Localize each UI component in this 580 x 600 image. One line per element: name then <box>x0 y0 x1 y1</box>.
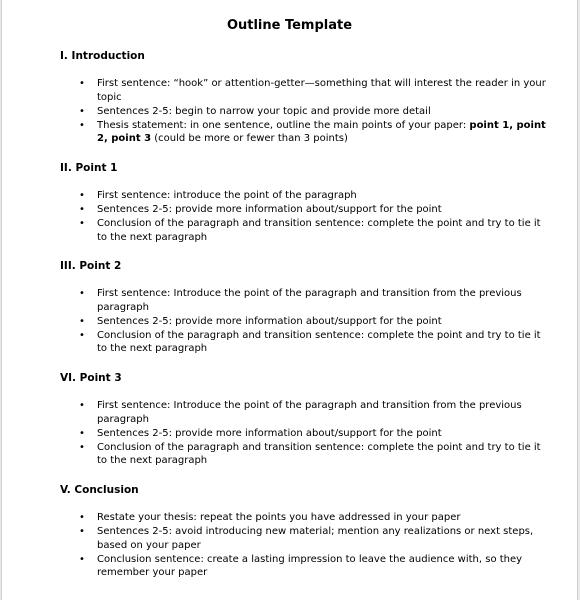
bullet-icon: • <box>79 78 85 89</box>
list-item <box>60 329 550 356</box>
bullet-icon: • <box>79 400 85 411</box>
list-item-text: Sentences 2-5: provide more information about/support for the point <box>97 427 442 439</box>
document-title: Outline Template <box>226 18 353 33</box>
bullet-list <box>60 399 550 468</box>
list-item <box>60 119 550 146</box>
bullet-list <box>60 189 550 244</box>
list-item-text: Sentences 2-5: begin to narrow your topic and provide more detail <box>97 105 431 117</box>
list-item <box>60 105 550 119</box>
bullet-icon: • <box>79 315 85 327</box>
bullet-list <box>60 287 550 356</box>
bullet-icon: • <box>79 427 85 439</box>
list-item-text: Restate your thesis: repeat the points you have addressed in your paper <box>97 512 461 523</box>
list-item-bold-text: point 1, point 2, point 3 <box>97 119 546 144</box>
list-item-text: First sentence: Introduce the point of the paragraph and transition from the previous paragraph <box>97 400 522 425</box>
list-item <box>60 525 550 552</box>
list-item <box>60 217 550 244</box>
bullet-icon: • <box>79 119 85 131</box>
section-heading: I. Introduction <box>60 50 145 62</box>
bullet-icon: • <box>79 512 85 523</box>
list-item-text: Sentences 2-5: avoid introducing new material; mention any realizations or next steps, based on your paper <box>97 526 534 551</box>
list-item-text: First sentence: introduce the point of the paragraph <box>97 190 357 201</box>
list-item <box>60 399 550 426</box>
list-item <box>60 427 550 441</box>
section-conclusion <box>60 483 550 580</box>
list-item-text: Conclusion of the paragraph and transition sentence: complete the point and try to tie it to the next paragraph <box>97 329 541 354</box>
section-point-1 <box>60 161 550 245</box>
list-item-text: First sentence: Introduce the point of the paragraph and transition from the previous paragraph <box>97 288 522 313</box>
section-heading: III. Point 2 <box>60 260 122 272</box>
bullet-icon: • <box>79 553 85 565</box>
list-item <box>60 315 550 329</box>
bullet-icon: • <box>79 526 85 537</box>
document-page <box>1 0 578 600</box>
bullet-list <box>60 511 550 580</box>
section-heading: VI. Point 3 <box>60 372 122 384</box>
bullet-icon: • <box>79 288 85 299</box>
list-item-text: Conclusion sentence: create a lasting impression to leave the audience with, so they remember your paper <box>97 553 523 578</box>
section-heading: V. Conclusion <box>60 484 139 496</box>
list-item-text: Thesis statement: in one sentence, outline the main points of your paper: <box>97 119 470 131</box>
bullet-icon: • <box>79 105 85 117</box>
list-item <box>60 189 550 203</box>
bullet-icon: • <box>79 190 85 201</box>
list-item <box>60 203 550 217</box>
bullet-icon: • <box>79 218 85 229</box>
list-item <box>60 553 550 580</box>
section-introduction <box>60 49 550 146</box>
list-item <box>60 511 550 525</box>
list-item-text: Conclusion of the paragraph and transition sentence: complete the point and try to tie it to the next paragraph <box>97 218 541 243</box>
list-item-text: Sentences 2-5: provide more information about/support for the point <box>97 204 442 215</box>
section-point-2 <box>60 259 550 356</box>
list-item-text: Conclusion of the paragraph and transition sentence: complete the point and try to tie it to the next paragraph <box>97 441 541 466</box>
list-item <box>60 441 550 468</box>
list-item <box>60 77 550 104</box>
list-item-text-after: (could be more or fewer than 3 points) <box>151 133 348 144</box>
bullet-icon: • <box>79 329 85 341</box>
bullet-icon: • <box>79 441 85 453</box>
bullet-list <box>60 77 550 146</box>
bullet-icon: • <box>79 204 85 215</box>
list-item-text: First sentence: “hook” or attention-getter—something that will interest the reader in your topic <box>97 78 546 103</box>
list-item-text: Sentences 2-5: provide more information about/support for the point <box>97 315 442 327</box>
list-item <box>60 287 550 314</box>
section-point-3 <box>60 371 550 468</box>
section-heading: II. Point 1 <box>60 162 118 174</box>
